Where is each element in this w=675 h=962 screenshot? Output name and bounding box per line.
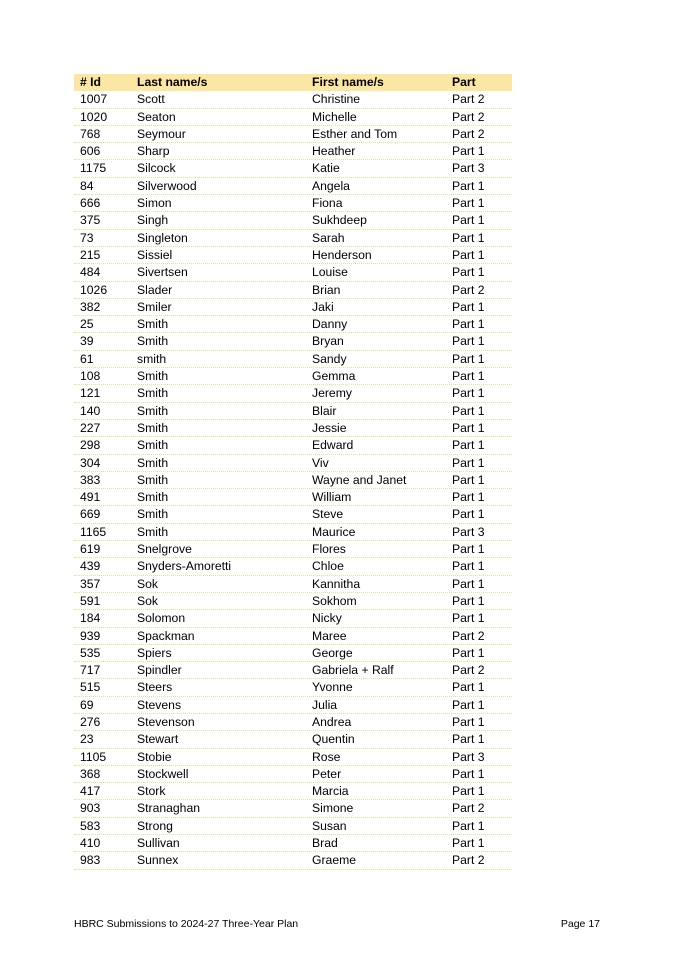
cell-first-name: Nicky — [312, 611, 342, 626]
cell-id: 903 — [80, 801, 101, 816]
header-part: Part — [452, 75, 476, 89]
table-row — [74, 472, 512, 489]
cell-id: 61 — [80, 351, 94, 366]
cell-first-name: Gemma — [312, 369, 356, 384]
cell-part: Part 1 — [452, 697, 485, 712]
cell-part: Part 3 — [452, 161, 485, 176]
cell-part: Part 1 — [452, 836, 485, 851]
cell-part: Part 1 — [452, 714, 485, 729]
cell-id: 619 — [80, 542, 101, 557]
table-row — [74, 541, 512, 558]
cell-last-name: Sunnex — [137, 853, 179, 868]
cell-id: 357 — [80, 576, 101, 591]
cell-id: 23 — [80, 732, 94, 747]
cell-last-name: Smith — [137, 507, 169, 522]
table-row — [74, 385, 512, 402]
table-row — [74, 852, 512, 869]
table-row — [74, 455, 512, 472]
cell-id: 583 — [80, 818, 101, 833]
cell-id: 304 — [80, 455, 101, 470]
cell-part: Part 1 — [452, 299, 485, 314]
cell-last-name: Steers — [137, 680, 173, 695]
cell-id: 140 — [80, 403, 101, 418]
cell-first-name: Maree — [312, 628, 347, 643]
cell-id: 491 — [80, 490, 101, 505]
cell-part: Part 1 — [452, 334, 485, 349]
cell-last-name: Smith — [137, 490, 169, 505]
cell-last-name: Snelgrove — [137, 542, 192, 557]
cell-id: 410 — [80, 836, 101, 851]
table-row — [74, 628, 512, 645]
header-last-name: Last name/s — [137, 75, 208, 89]
table-row — [74, 316, 512, 333]
cell-first-name: Rose — [312, 749, 341, 764]
cell-last-name: Stevens — [137, 697, 182, 712]
cell-last-name: Stewart — [137, 732, 179, 747]
table-row — [74, 160, 512, 177]
cell-last-name: Smith — [137, 438, 169, 453]
cell-id: 227 — [80, 420, 101, 435]
cell-last-name: Spackman — [137, 628, 195, 643]
footer-document-title: HBRC Submissions to 2024-27 Three-Year Plan — [74, 918, 299, 930]
table-row — [74, 282, 512, 299]
table-row — [74, 679, 512, 696]
cell-first-name: Sokhom — [312, 593, 357, 608]
table-row — [74, 506, 512, 523]
cell-id: 121 — [80, 386, 101, 401]
cell-first-name: Susan — [312, 818, 347, 833]
cell-part: Part 1 — [452, 593, 485, 608]
cell-id: 591 — [80, 593, 101, 608]
cell-id: 417 — [80, 784, 101, 799]
cell-part: Part 1 — [452, 645, 485, 660]
cell-part: Part 1 — [452, 611, 485, 626]
cell-part: Part 1 — [452, 438, 485, 453]
table-row — [74, 835, 512, 852]
cell-id: 1105 — [80, 749, 107, 764]
cell-last-name: Sivertsen — [137, 265, 188, 280]
cell-first-name: Christine — [312, 92, 361, 107]
table-row — [74, 489, 512, 506]
cell-first-name: Henderson — [312, 247, 372, 262]
cell-part: Part 1 — [452, 213, 485, 228]
cell-part: Part 1 — [452, 507, 485, 522]
cell-part: Part 1 — [452, 472, 485, 487]
cell-last-name: Smith — [137, 403, 169, 418]
cell-part: Part 2 — [452, 663, 485, 678]
table-body — [74, 91, 512, 869]
cell-part: Part 2 — [452, 853, 485, 868]
cell-part: Part 2 — [452, 282, 485, 297]
table-row — [74, 731, 512, 748]
cell-id: 215 — [80, 247, 101, 262]
table-header-row — [74, 74, 512, 91]
cell-last-name: Stockwell — [137, 766, 189, 781]
cell-part: Part 1 — [452, 818, 485, 833]
table-row — [74, 645, 512, 662]
table-row — [74, 109, 512, 126]
cell-first-name: Graeme — [312, 853, 357, 868]
cell-id: 1007 — [80, 92, 108, 107]
cell-last-name: Sissiel — [137, 247, 173, 262]
cell-part: Part 1 — [452, 490, 485, 505]
cell-id: 439 — [80, 559, 101, 574]
header-first-name: First name/s — [312, 75, 384, 89]
table-row — [74, 178, 512, 195]
cell-part: Part 1 — [452, 403, 485, 418]
cell-last-name: Stobie — [137, 749, 172, 764]
cell-last-name: Spindler — [137, 663, 182, 678]
cell-last-name: Silverwood — [137, 178, 197, 193]
table-row — [74, 783, 512, 800]
cell-last-name: Smith — [137, 455, 169, 470]
table-row — [74, 420, 512, 437]
cell-first-name: Yvonne — [312, 680, 353, 695]
cell-id: 669 — [80, 507, 101, 522]
cell-part: Part 1 — [452, 144, 485, 159]
cell-part: Part 1 — [452, 455, 485, 470]
cell-id: 717 — [80, 663, 101, 678]
header-id: # Id — [80, 75, 101, 89]
cell-last-name: Seymour — [137, 126, 186, 141]
cell-part: Part 2 — [452, 628, 485, 643]
table-row — [74, 143, 512, 160]
cell-first-name: Wayne and Janet — [312, 472, 407, 487]
cell-part: Part 1 — [452, 680, 485, 695]
cell-first-name: Chloe — [312, 559, 344, 574]
cell-id: 606 — [80, 144, 101, 159]
cell-first-name: Esther and Tom — [312, 126, 398, 141]
table-row — [74, 437, 512, 454]
cell-last-name: smith — [137, 351, 167, 366]
cell-part: Part 1 — [452, 386, 485, 401]
cell-id: 1020 — [80, 109, 108, 124]
cell-first-name: Brian — [312, 282, 341, 297]
cell-first-name: Andrea — [312, 714, 352, 729]
cell-id: 108 — [80, 369, 101, 384]
table-row — [74, 766, 512, 783]
table-row — [74, 697, 512, 714]
table-row — [74, 351, 512, 368]
cell-first-name: Bryan — [312, 334, 344, 349]
cell-first-name: George — [312, 645, 353, 660]
cell-first-name: Gabriela + Ralf — [312, 663, 394, 678]
cell-last-name: Smith — [137, 420, 169, 435]
cell-id: 515 — [80, 680, 101, 695]
cell-id: 1175 — [80, 161, 107, 176]
table-row — [74, 593, 512, 610]
cell-id: 939 — [80, 628, 101, 643]
cell-id: 535 — [80, 645, 101, 660]
cell-part: Part 1 — [452, 559, 485, 574]
table-row — [74, 299, 512, 316]
cell-last-name: Smith — [137, 472, 169, 487]
table-row — [74, 818, 512, 835]
table-row — [74, 368, 512, 385]
cell-id: 768 — [80, 126, 101, 141]
cell-id: 73 — [80, 230, 94, 245]
cell-id: 1026 — [80, 282, 108, 297]
cell-last-name: Singleton — [137, 230, 188, 245]
cell-last-name: Stranaghan — [137, 801, 201, 816]
cell-part: Part 1 — [452, 230, 485, 245]
cell-first-name: Heather — [312, 144, 356, 159]
cell-first-name: Katie — [312, 161, 340, 176]
cell-id: 1165 — [80, 524, 107, 539]
cell-last-name: Smith — [137, 386, 169, 401]
cell-first-name: Flores — [312, 542, 346, 557]
cell-first-name: Peter — [312, 766, 342, 781]
cell-id: 382 — [80, 299, 101, 314]
cell-id: 983 — [80, 853, 101, 868]
cell-id: 276 — [80, 714, 101, 729]
cell-first-name: Jaki — [312, 299, 334, 314]
cell-id: 383 — [80, 472, 101, 487]
table-row — [74, 558, 512, 575]
cell-last-name: Strong — [137, 818, 173, 833]
cell-first-name: Louise — [312, 265, 348, 280]
table-row — [74, 247, 512, 264]
cell-first-name: Marcia — [312, 784, 349, 799]
cell-part: Part 1 — [452, 420, 485, 435]
table-row — [74, 195, 512, 212]
cell-part: Part 3 — [452, 749, 485, 764]
table-row — [74, 524, 512, 541]
cell-id: 25 — [80, 317, 94, 332]
cell-part: Part 1 — [452, 542, 485, 557]
cell-last-name: Sharp — [137, 144, 170, 159]
table-row — [74, 403, 512, 420]
cell-first-name: Sandy — [312, 351, 347, 366]
cell-part: Part 2 — [452, 92, 485, 107]
cell-id: 184 — [80, 611, 101, 626]
table-row — [74, 800, 512, 817]
cell-last-name: Seaton — [137, 109, 176, 124]
cell-id: 298 — [80, 438, 101, 453]
cell-first-name: Danny — [312, 317, 348, 332]
table-row — [74, 126, 512, 143]
cell-first-name: Angela — [312, 178, 350, 193]
cell-first-name: Michelle — [312, 109, 357, 124]
cell-last-name: Smith — [137, 334, 169, 349]
cell-part: Part 1 — [452, 369, 485, 384]
table-row — [74, 749, 512, 766]
cell-part: Part 1 — [452, 247, 485, 262]
cell-first-name: Fiona — [312, 196, 343, 211]
cell-first-name: Blair — [312, 403, 337, 418]
cell-part: Part 1 — [452, 317, 485, 332]
table-row — [74, 576, 512, 593]
table-row — [74, 610, 512, 627]
cell-first-name: Sarah — [312, 230, 345, 245]
cell-last-name: Snyders-Amoretti — [137, 559, 232, 574]
cell-part: Part 3 — [452, 524, 485, 539]
cell-part: Part 1 — [452, 784, 485, 799]
cell-last-name: Smiler — [137, 299, 172, 314]
cell-last-name: Sullivan — [137, 836, 180, 851]
cell-last-name: Slader — [137, 282, 173, 297]
cell-id: 39 — [80, 334, 94, 349]
cell-part: Part 1 — [452, 766, 485, 781]
cell-first-name: Maurice — [312, 524, 356, 539]
cell-last-name: Spiers — [137, 645, 172, 660]
cell-first-name: Quentin — [312, 732, 355, 747]
cell-part: Part 1 — [452, 196, 485, 211]
cell-first-name: Julia — [312, 697, 338, 712]
cell-first-name: Viv — [312, 455, 329, 470]
cell-id: 666 — [80, 196, 101, 211]
cell-part: Part 1 — [452, 265, 485, 280]
cell-id: 368 — [80, 766, 101, 781]
cell-last-name: Smith — [137, 317, 169, 332]
cell-last-name: Singh — [137, 213, 169, 228]
cell-id: 484 — [80, 265, 101, 280]
cell-part: Part 2 — [452, 109, 485, 124]
table-row — [74, 212, 512, 229]
cell-last-name: Sok — [137, 576, 159, 591]
cell-first-name: Steve — [312, 507, 344, 522]
cell-first-name: William — [312, 490, 352, 505]
submissions-table — [74, 74, 512, 870]
cell-last-name: Smith — [137, 369, 169, 384]
table-row — [74, 714, 512, 731]
cell-part: Part 1 — [452, 576, 485, 591]
cell-first-name: Simone — [312, 801, 354, 816]
cell-last-name: Scott — [137, 92, 165, 107]
table-row — [74, 264, 512, 281]
cell-part: Part 1 — [452, 732, 485, 747]
cell-last-name: Solomon — [137, 611, 186, 626]
cell-part: Part 2 — [452, 126, 485, 141]
cell-part: Part 2 — [452, 801, 485, 816]
table-row — [74, 662, 512, 679]
cell-first-name: Jeremy — [312, 386, 352, 401]
cell-last-name: Stork — [137, 784, 166, 799]
cell-first-name: Edward — [312, 438, 354, 453]
cell-first-name: Brad — [312, 836, 338, 851]
cell-first-name: Kannitha — [312, 576, 361, 591]
cell-part: Part 1 — [452, 351, 485, 366]
table-row — [74, 230, 512, 247]
table-row — [74, 333, 512, 350]
cell-id: 84 — [80, 178, 94, 193]
table-row — [74, 91, 512, 108]
cell-last-name: Sok — [137, 593, 159, 608]
cell-id: 69 — [80, 697, 94, 712]
cell-first-name: Jessie — [312, 420, 347, 435]
footer-page-number: Page 17 — [560, 918, 600, 930]
cell-last-name: Stevenson — [137, 714, 195, 729]
cell-first-name: Sukhdeep — [312, 213, 367, 228]
cell-last-name: Simon — [137, 196, 172, 211]
cell-last-name: Silcock — [137, 161, 176, 176]
cell-id: 375 — [80, 213, 101, 228]
cell-last-name: Smith — [137, 524, 169, 539]
cell-part: Part 1 — [452, 178, 485, 193]
